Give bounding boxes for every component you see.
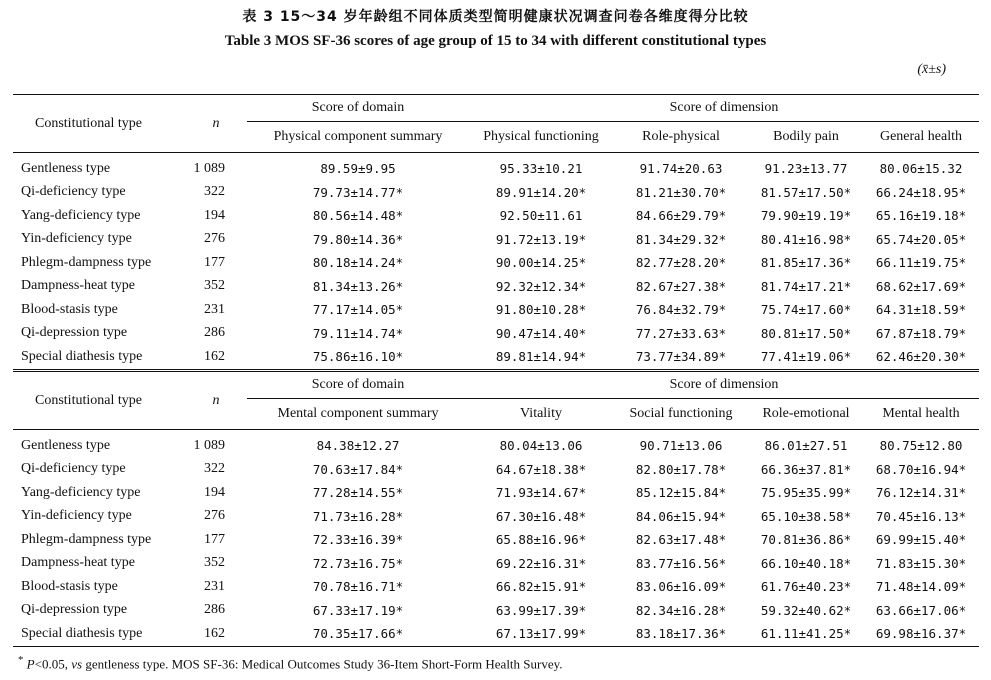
score-of-dimension-header: Score of dimension — [469, 372, 979, 399]
n-cell: 352 — [204, 555, 225, 571]
n-cell: 276 — [204, 508, 225, 524]
score-cell: 75.74±17.60* — [760, 302, 852, 318]
n-cell: 1 089 — [193, 160, 225, 176]
score-cell: 85.12±15.84* — [635, 485, 727, 501]
table-row — [13, 204, 979, 228]
score-cell: 89.91±14.20* — [495, 184, 587, 200]
constitutional-type-cell: Yang-deficiency type — [21, 484, 141, 500]
score-cell: 64.67±18.38* — [495, 461, 587, 477]
score-cell: 90.71±13.06 — [639, 438, 723, 454]
score-cell: 65.10±38.58* — [760, 508, 852, 524]
score-cell: 63.99±17.39* — [495, 602, 587, 618]
score-cell: 79.11±14.74* — [312, 325, 404, 341]
table-row — [13, 275, 979, 299]
score-cell: 83.18±17.36* — [635, 626, 727, 642]
score-cell: 66.82±15.91* — [495, 579, 587, 595]
score-cell: 77.17±14.05* — [312, 302, 404, 318]
table-row — [13, 322, 979, 346]
table-row — [13, 228, 979, 252]
score-cell: 91.80±10.28* — [495, 302, 587, 318]
n-cell: 194 — [204, 207, 225, 223]
score-cell: 81.34±29.32* — [635, 231, 727, 247]
constitutional-type-cell: Special diathesis type — [21, 348, 143, 364]
score-cell: 95.33±10.21 — [499, 161, 583, 177]
score-cell: 81.85±17.36* — [760, 255, 852, 271]
constitutional-type-cell: Gentleness type — [21, 437, 111, 453]
score-cell: 80.18±14.24* — [312, 255, 404, 271]
footnote-p-text: <0.05, — [34, 656, 72, 672]
score-cell: 66.36±37.81* — [760, 461, 852, 477]
column-header: Vitality — [520, 406, 562, 421]
footnote-text: gentleness type. MOS SF-36: Medical Outcomes Study 36-Item Short-Form Health Survey. — [82, 656, 563, 672]
n-cell: 286 — [204, 325, 225, 341]
n-cell: 352 — [204, 278, 225, 294]
score-cell: 81.74±17.21* — [760, 278, 852, 294]
table-row — [13, 505, 979, 529]
column-header: Mental health — [882, 406, 960, 421]
footnote-p-label: P — [26, 656, 35, 672]
score-cell: 83.06±16.09* — [635, 579, 727, 595]
score-cell: 77.28±14.55* — [312, 485, 404, 501]
table-row — [13, 153, 979, 181]
score-cell: 83.77±16.56* — [635, 555, 727, 571]
score-cell: 67.87±18.79* — [875, 325, 967, 341]
score-cell: 92.32±12.34* — [495, 278, 587, 294]
score-cell: 82.34±16.28* — [635, 602, 727, 618]
constitutional-type-cell: Blood-stasis type — [21, 578, 118, 594]
score-cell: 66.11±19.75* — [875, 255, 967, 271]
score-cell: 77.41±19.06* — [760, 349, 852, 365]
column-header: Role-physical — [642, 129, 720, 144]
score-cell: 92.50±11.61 — [499, 208, 583, 224]
score-cell: 65.74±20.05* — [875, 231, 967, 247]
score-cell: 75.95±35.99* — [760, 485, 852, 501]
score-cell: 72.73±16.75* — [312, 555, 404, 571]
constitutional-type-cell: Dampness-heat type — [21, 278, 135, 294]
table-row — [13, 552, 979, 576]
score-cell: 79.80±14.36* — [312, 231, 404, 247]
score-of-domain-header: Score of domain — [247, 372, 469, 399]
constitutional-type-cell: Special diathesis type — [21, 625, 143, 641]
n-cell: 231 — [204, 301, 225, 317]
table-row — [13, 481, 979, 505]
score-cell: 69.22±16.31* — [495, 555, 587, 571]
score-cell: 89.59±9.95 — [320, 161, 396, 177]
constitutional-type-cell: Phlegm-dampness type — [21, 254, 152, 270]
score-cell: 80.04±13.06 — [499, 438, 583, 454]
score-cell: 89.81±14.94* — [495, 349, 587, 365]
score-cell: 65.88±16.96* — [495, 532, 587, 548]
n-cell: 286 — [204, 602, 225, 618]
n-cell: 322 — [204, 184, 225, 200]
score-cell: 71.83±15.30* — [875, 555, 967, 571]
score-cell: 91.23±13.77 — [764, 161, 848, 177]
table-row — [13, 622, 979, 646]
score-cell: 73.77±34.89* — [635, 349, 727, 365]
constitutional-type-cell: Qi-depression type — [21, 602, 128, 618]
score-cell: 68.70±16.94* — [875, 461, 967, 477]
score-cell: 84.06±15.94* — [635, 508, 727, 524]
score-of-dimension-header: Score of dimension — [469, 95, 979, 122]
constitutional-type-cell: Yin-deficiency type — [21, 231, 132, 247]
column-header: Social functioning — [629, 406, 733, 421]
n-header: n — [212, 392, 220, 408]
score-cell: 61.11±41.25* — [760, 626, 852, 642]
constitutional-type-cell: Qi-depression type — [21, 325, 128, 341]
score-cell: 86.01±27.51 — [764, 438, 848, 454]
column-header: Mental component summary — [277, 406, 439, 421]
n-cell: 177 — [204, 531, 225, 547]
score-cell: 81.21±30.70* — [635, 184, 727, 200]
n-cell: 177 — [204, 254, 225, 270]
score-cell: 84.66±29.79* — [635, 208, 727, 224]
n-cell: 194 — [204, 484, 225, 500]
score-cell: 82.80±17.78* — [635, 461, 727, 477]
units-note: (x̄±s) — [917, 62, 946, 77]
score-cell: 69.99±15.40* — [875, 532, 967, 548]
column-header: General health — [879, 129, 962, 144]
score-cell: 68.62±17.69* — [875, 278, 967, 294]
table-row — [13, 430, 979, 458]
table-row — [13, 458, 979, 482]
constitutional-type-cell: Blood-stasis type — [21, 301, 118, 317]
n-cell: 162 — [204, 348, 225, 364]
constitutional-type-cell: Dampness-heat type — [21, 555, 135, 571]
score-cell: 70.78±16.71* — [312, 579, 404, 595]
score-cell: 76.12±14.31* — [875, 485, 967, 501]
table-row — [13, 251, 979, 275]
score-cell: 66.24±18.95* — [875, 184, 967, 200]
score-cell: 75.86±16.10* — [312, 349, 404, 365]
table-title-english: Table 3 MOS SF-36 scores of age group of 15 to 34 with different constitutional types — [224, 33, 767, 49]
column-header: Role-emotional — [762, 406, 850, 421]
score-cell: 72.33±16.39* — [312, 532, 404, 548]
table-row — [13, 181, 979, 205]
constitutional-type-header: Constitutional type — [35, 392, 142, 408]
score-cell: 71.48±14.09* — [875, 579, 967, 595]
score-cell: 81.57±17.50* — [760, 184, 852, 200]
score-cell: 71.93±14.67* — [495, 485, 587, 501]
constitutional-type-cell: Yin-deficiency type — [21, 508, 132, 524]
n-cell: 1 089 — [193, 437, 225, 453]
score-cell: 82.77±28.20* — [635, 255, 727, 271]
score-cell: 67.30±16.48* — [495, 508, 587, 524]
score-cell: 67.13±17.99* — [495, 626, 587, 642]
score-cell: 71.73±16.28* — [312, 508, 404, 524]
table-row — [13, 575, 979, 599]
score-cell: 66.10±40.18* — [760, 555, 852, 571]
score-cell: 64.31±18.59* — [875, 302, 967, 318]
score-cell: 69.98±16.37* — [875, 626, 967, 642]
score-cell: 70.81±36.86* — [760, 532, 852, 548]
score-cell: 91.74±20.63 — [639, 161, 723, 177]
table-row — [13, 298, 979, 322]
table-title-chinese: 表 3 15～34 岁年龄组不同体质类型简明健康状况调查问卷各维度得分比较 — [242, 9, 749, 25]
score-cell: 76.84±32.79* — [635, 302, 727, 318]
score-cell: 82.63±17.48* — [635, 532, 727, 548]
score-cell: 91.72±13.19* — [495, 231, 587, 247]
constitutional-type-cell: Qi-deficiency type — [21, 461, 126, 477]
n-cell: 162 — [204, 625, 225, 641]
score-cell: 62.46±20.30* — [875, 349, 967, 365]
score-of-domain-header: Score of domain — [247, 95, 469, 122]
constitutional-type-cell: Qi-deficiency type — [21, 184, 126, 200]
score-cell: 61.76±40.23* — [760, 579, 852, 595]
score-cell: 70.45±16.13* — [875, 508, 967, 524]
constitutional-type-header: Constitutional type — [35, 115, 142, 131]
mental-scores-table — [13, 371, 979, 647]
score-cell: 90.00±14.25* — [495, 255, 587, 271]
table-footnote — [18, 654, 563, 672]
score-cell: 67.33±17.19* — [312, 602, 404, 618]
mental-table-body — [13, 430, 979, 647]
score-cell: 80.41±16.98* — [760, 231, 852, 247]
score-cell: 90.47±14.40* — [495, 325, 587, 341]
column-header: Physical functioning — [483, 129, 599, 144]
footnote-vs: vs — [71, 656, 83, 672]
table-row — [13, 599, 979, 623]
score-cell: 84.38±12.27 — [316, 438, 400, 454]
footnote-marker: * — [18, 654, 24, 666]
score-cell: 81.34±13.26* — [312, 278, 404, 294]
n-cell: 231 — [204, 578, 225, 594]
score-cell: 65.16±19.18* — [875, 208, 967, 224]
column-header: Physical component summary — [273, 129, 443, 144]
score-cell: 79.73±14.77* — [312, 184, 404, 200]
n-cell: 322 — [204, 461, 225, 477]
score-cell: 63.66±17.06* — [875, 602, 967, 618]
score-cell: 70.63±17.84* — [312, 461, 404, 477]
score-cell: 80.06±15.32 — [879, 161, 963, 177]
score-cell: 59.32±40.62* — [760, 602, 852, 618]
table-row — [13, 528, 979, 552]
n-cell: 276 — [204, 231, 225, 247]
score-cell: 80.75±12.80 — [879, 438, 963, 454]
score-cell: 79.90±19.19* — [760, 208, 852, 224]
constitutional-type-cell: Phlegm-dampness type — [21, 531, 152, 547]
column-header: Bodily pain — [773, 129, 839, 144]
score-cell: 80.56±14.48* — [312, 208, 404, 224]
physical-scores-table — [13, 94, 979, 370]
score-cell: 80.81±17.50* — [760, 325, 852, 341]
score-cell: 82.67±27.38* — [635, 278, 727, 294]
constitutional-type-cell: Yang-deficiency type — [21, 207, 141, 223]
score-cell: 77.27±33.63* — [635, 325, 727, 341]
score-cell: 70.35±17.66* — [312, 626, 404, 642]
table-row — [13, 345, 979, 369]
constitutional-type-cell: Gentleness type — [21, 160, 111, 176]
n-header: n — [212, 115, 220, 131]
physical-table-body — [13, 153, 979, 370]
